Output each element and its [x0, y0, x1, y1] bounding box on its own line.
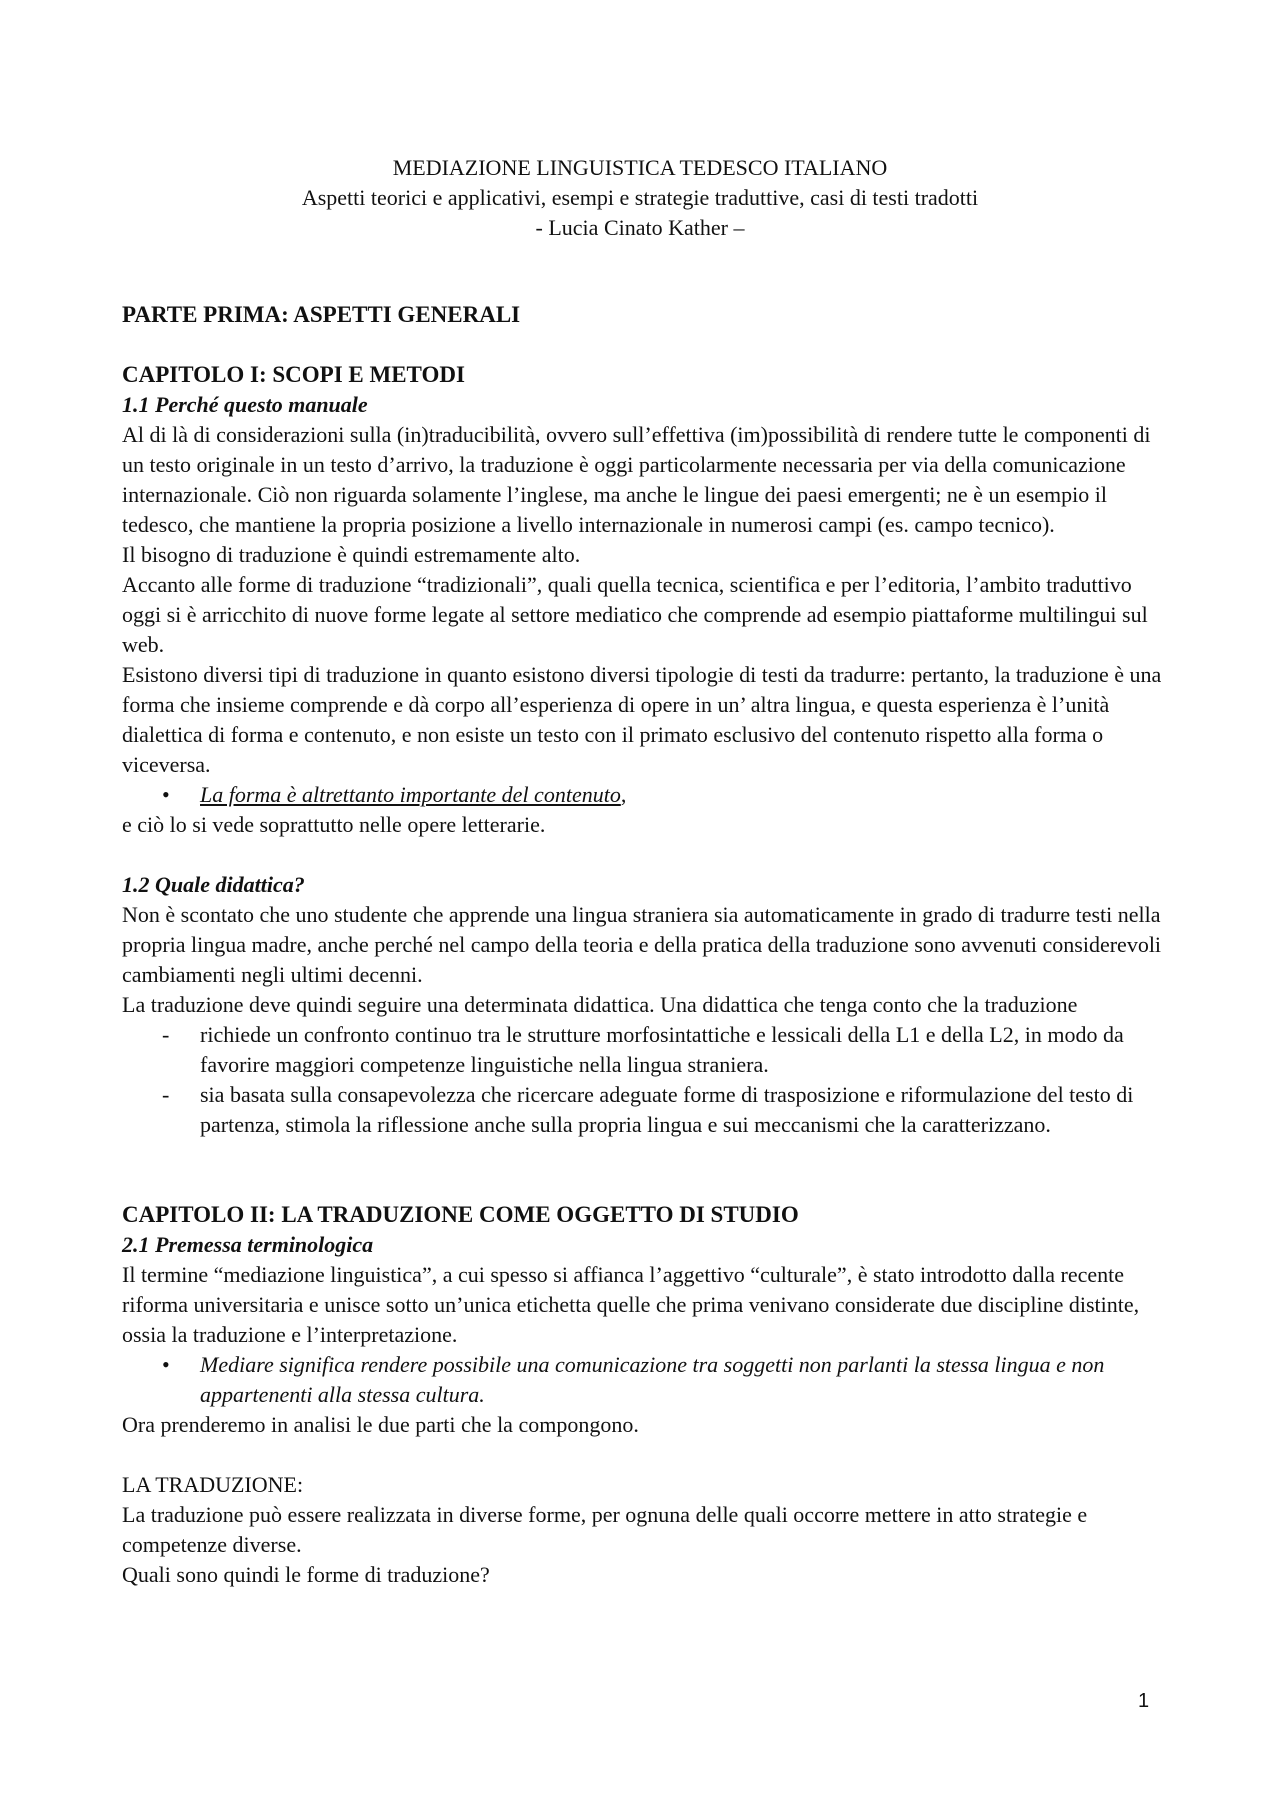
section-1-1-heading: 1.1 Perché questo manuale	[122, 392, 368, 417]
section-2-1-heading: 2.1 Premessa terminologica	[122, 1232, 374, 1257]
paragraph: Il termine “mediazione linguistica”, a cui spesso si affianca l’aggettivo “culturale”, è stato introdotto dalla recente riforma universitaria e unisce sotto un’unica etichetta quelle che prima venivano considerate due discipline distinte, ossia la traduzione e l’interpretazione.	[122, 1262, 1140, 1347]
bullet-punct: ,	[620, 782, 627, 807]
dash-item	[122, 1080, 1172, 1140]
paragraph: Esistono diversi tipi di traduzione in quanto esistono diversi tipologie di testi da tradurre: pertanto, la traduzione è una forma che insieme comprende e dà corpo all’esperienza di opere in un’ altra lingua, e questa esperienza è l’unità dialettica di forma e contenuto, e non esiste un testo con il primato esclusivo del contenuto rispetto alla forma o viceversa.	[122, 662, 1162, 777]
dash-text: sia basata sulla consapevolezza che ricercare adeguate forme di trasposizione e riformulazione del testo di partenza, stimola la riflessione anche sulla propria lingua e sui meccanismi che la caratterizzano.	[200, 1082, 1134, 1137]
dash-item	[122, 1020, 1172, 1080]
chapter-1-heading: CAPITOLO I: SCOPI E METODI	[122, 362, 465, 387]
bullet-item	[122, 1350, 1172, 1410]
paragraph: Ora prenderemo in analisi le due parti che la compongono.	[122, 1412, 639, 1437]
section-1-2-heading: 1.2 Quale didattica?	[122, 872, 305, 897]
document-subtitle: Aspetti teorici e applicativi, esempi e strategie traduttive, casi di testi tradotti	[301, 185, 979, 210]
paragraph: La traduzione deve quindi seguire una determinata didattica. Una didattica che tenga conto che la traduzione	[122, 992, 1078, 1017]
bullet-item	[122, 780, 1172, 810]
bullet-text: Mediare significa rendere possibile una comunicazione tra soggetti non parlanti la stessa lingua e non appartenenti alla stessa cultura.	[200, 1352, 1105, 1407]
section-traduzione-heading: LA TRADUZIONE:	[122, 1472, 304, 1497]
dash-mark: -	[162, 1082, 170, 1107]
document-body	[122, 300, 1172, 1590]
document-title: MEDIAZIONE LINGUISTICA TEDESCO ITALIANO	[392, 155, 888, 180]
chapter-2-heading: CAPITOLO II: LA TRADUZIONE COME OGGETTO DI STUDIO	[122, 1202, 799, 1227]
dash-mark: -	[162, 1022, 170, 1047]
bullet-text: La forma è altrettanto importante del contenuto	[200, 782, 621, 807]
paragraph: Accanto alle forme di traduzione “tradizionali”, quali quella tecnica, scientifica e per l’editoria, l’ambito traduttivo oggi si è arricchito di nuove forme legate al settore mediatico che comprende ad esempio piattaforme multilingui sul web.	[122, 572, 1148, 657]
document-author: - Lucia Cinato Kather –	[535, 215, 745, 240]
bullet-mark: •	[162, 782, 170, 807]
paragraph: e ciò lo si vede soprattutto nelle opere letterarie.	[122, 812, 546, 837]
page-number: 1	[1138, 1690, 1150, 1712]
paragraph: Quali sono quindi le forme di traduzione?	[122, 1562, 490, 1587]
paragraph: Il bisogno di traduzione è quindi estremamente alto.	[122, 542, 581, 567]
paragraph: Non è scontato che uno studente che apprende una lingua straniera sia automaticamente in grado di tradurre testi nella propria lingua madre, anche perché nel campo della teoria e della pratica della traduzione sono avvenuti considerevoli cambiamenti negli ultimi decenni.	[122, 902, 1162, 987]
part-heading: PARTE PRIMA: ASPETTI GENERALI	[122, 302, 521, 327]
document-header	[0, 153, 1280, 243]
dash-text: richiede un confronto continuo tra le strutture morfosintattiche e lessicali della L1 e della L2, in modo da favorire maggiori competenze linguistiche nella lingua straniera.	[200, 1022, 1124, 1077]
bullet-mark: •	[162, 1352, 170, 1377]
paragraph: Al di là di considerazioni sulla (in)traducibilità, ovvero sull’effettiva (im)possibilità di rendere tutte le componenti di un testo originale in un testo d’arrivo, la traduzione è oggi particolarmente necessaria per via della comunicazione internazionale. Ciò non riguarda solamente l’inglese, ma anche le lingue dei paesi emergenti; ne è un esempio il tedesco, che mantiene la propria posizione a livello internazionale in numerosi campi (es. campo tecnico).	[122, 422, 1151, 537]
paragraph: La traduzione può essere realizzata in diverse forme, per ognuna delle quali occorre mettere in atto strategie e competenze diverse.	[122, 1502, 1088, 1557]
